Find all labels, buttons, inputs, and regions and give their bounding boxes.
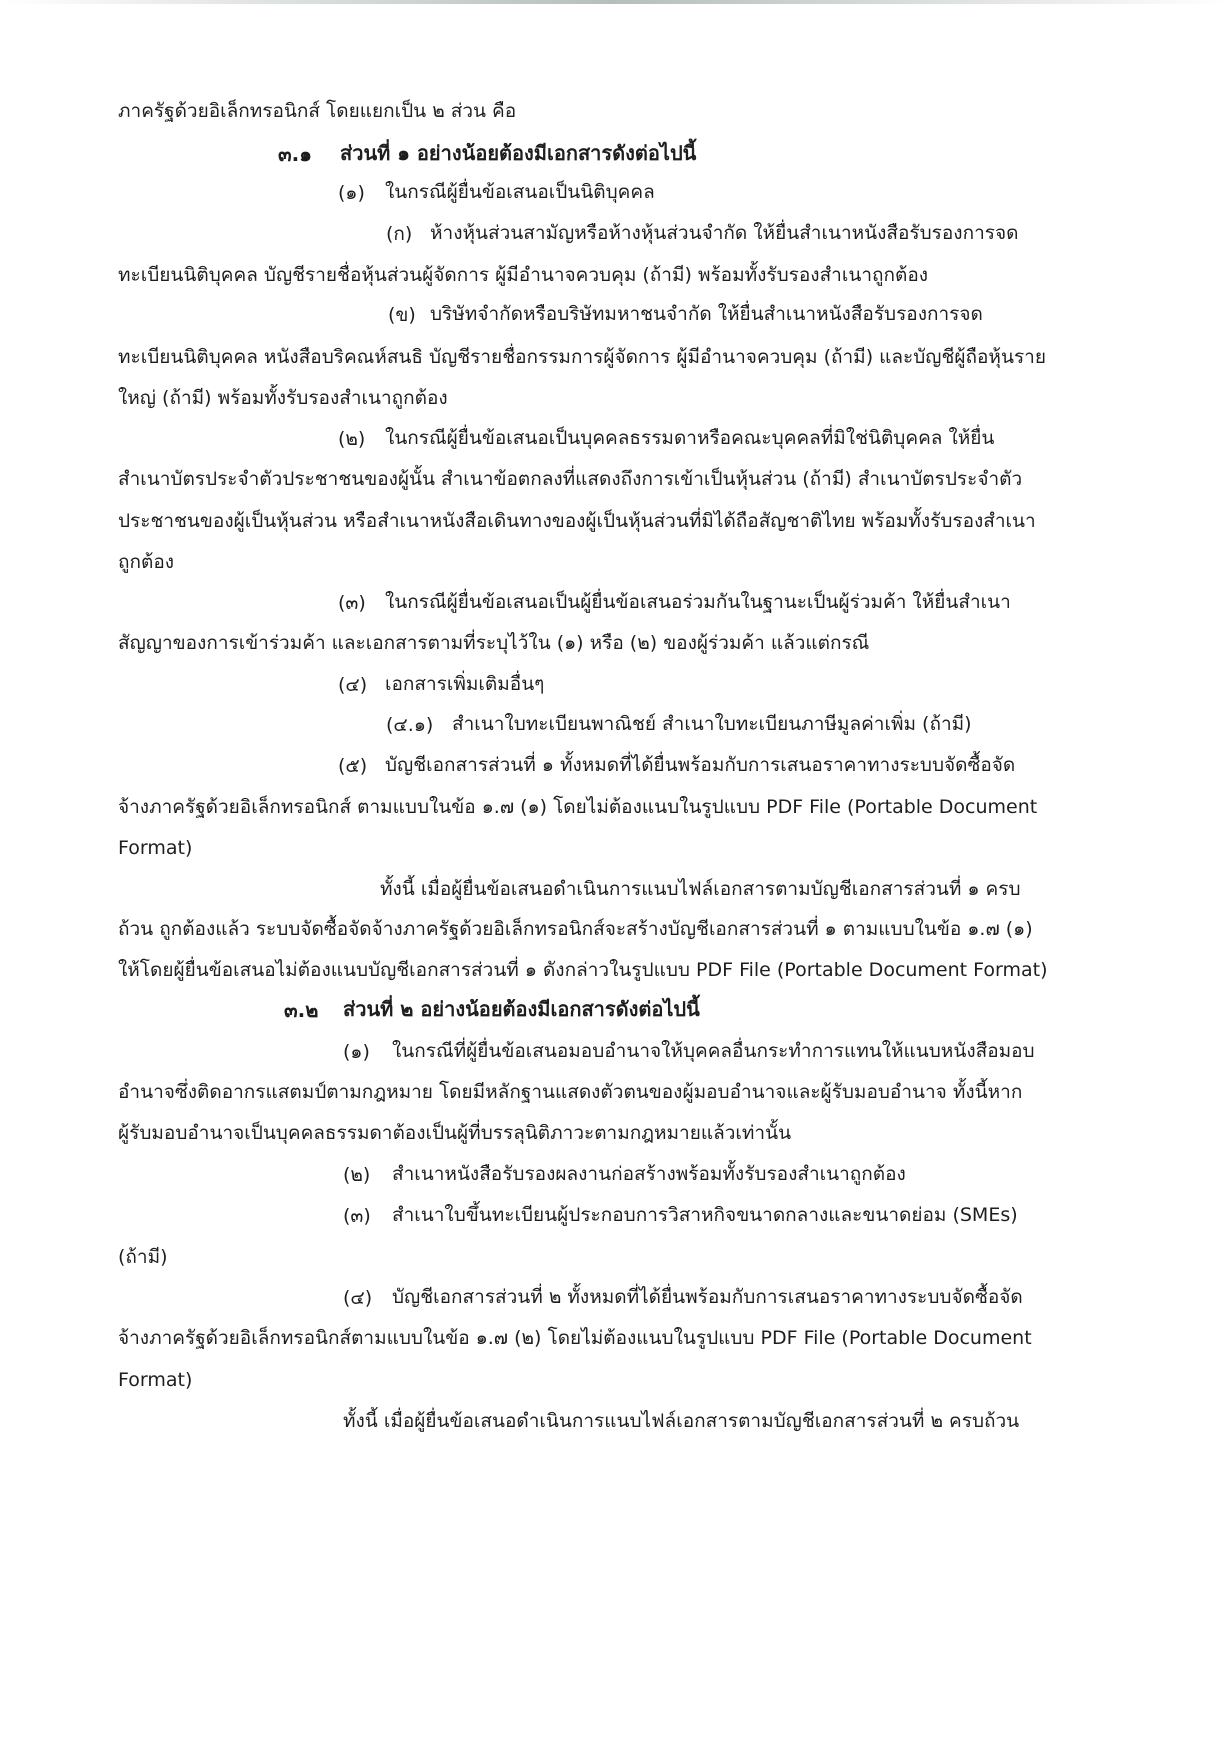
text-line: ถ้วน ถูกต้องแล้ว ระบบจัดซื้อจัดจ้างภาครัฐด้วยอิเล็กทรอนิกส์จะสร้างบัญชีเอกสารส่วนที่ ๑ ตามแบบในข้อ ๑.๗ (๑) bbox=[118, 918, 1033, 940]
text-line: สำเนาใบขึ้นทะเบียนผู้ประกอบการวิสาหกิจขนาดกลางและขนาดย่อม (SMEs) bbox=[392, 1204, 1018, 1226]
text-line: สำเนาใบทะเบียนพาณิชย์ สำเนาใบทะเบียนภาษีมูลค่าเพิ่ม (ถ้ามี) bbox=[452, 713, 972, 735]
item-number: (๕) bbox=[338, 755, 368, 777]
section-number: ๓.๒ bbox=[284, 998, 319, 1022]
item-number: (๒) bbox=[343, 1164, 371, 1186]
text-line: ให้โดยผู้ยื่นข้อเสนอไม่ต้องแนบบัญชีเอกสารส่วนที่ ๑ ดังกล่าวในรูปแบบ PDF File (Portable Document Format) bbox=[118, 959, 1048, 981]
text-line: สำเนาบัตรประจำตัวประชาชนของผู้นั้น สำเนาข้อตกลงที่แสดงถึงการเข้าเป็นหุ้นส่วน (ถ้ามี) สำเนาบัตรประจำตัว bbox=[118, 468, 1023, 490]
text-line: ทั้งนี้ เมื่อผู้ยื่นข้อเสนอดำเนินการแนบไฟล์เอกสารตามบัญชีเอกสารส่วนที่ ๒ ครบถ้วน bbox=[343, 1410, 1020, 1432]
text-line: ในกรณีที่ผู้ยื่นข้อเสนอมอบอำนาจให้บุคคลอื่นกระทำการแทนให้แนบหนังสือมอบ bbox=[392, 1040, 1035, 1062]
item-number: (ข) bbox=[388, 304, 416, 326]
section-number: ๓.๑ bbox=[278, 142, 312, 166]
text-line: จ้างภาครัฐด้วยอิเล็กทรอนิกส์ตามแบบในข้อ ๑.๗ (๒) โดยไม่ต้องแนบในรูปแบบ PDF File (Portable Document bbox=[118, 1327, 1032, 1349]
text-line: ใหญ่ (ถ้ามี) พร้อมทั้งรับรองสำเนาถูกต้อง bbox=[118, 387, 448, 409]
text-line: ในกรณีผู้ยื่นข้อเสนอเป็นนิติบุคคล bbox=[385, 181, 655, 203]
section-heading: ส่วนที่ ๒ อย่างน้อยต้องมีเอกสารดังต่อไปนี้ bbox=[343, 997, 700, 1021]
item-number: (๑) bbox=[338, 182, 365, 204]
item-number: (๓) bbox=[343, 1205, 371, 1227]
text-line: ในกรณีผู้ยื่นข้อเสนอเป็นบุคคลธรรมดาหรือคณะบุคคลที่มิใช่นิติบุคคล ให้ยื่น bbox=[385, 427, 995, 449]
text-line: ภาครัฐด้วยอิเล็กทรอนิกส์ โดยแยกเป็น ๒ ส่วน คือ bbox=[118, 100, 517, 122]
item-number: (๓) bbox=[338, 592, 366, 614]
text-line: บัญชีเอกสารส่วนที่ ๒ ทั้งหมดที่ได้ยื่นพร้อมกับการเสนอราคาทางระบบจัดซื้อจัด bbox=[392, 1286, 1023, 1308]
text-line: ห้างหุ้นส่วนสามัญหรือห้างหุ้นส่วนจำกัด ให้ยื่นสำเนาหนังสือรับรองการจด bbox=[430, 222, 1019, 244]
item-number: (๔) bbox=[343, 1287, 373, 1309]
text-line: Format) bbox=[118, 1369, 193, 1391]
text-line: เอกสารเพิ่มเติมอื่นๆ bbox=[385, 673, 545, 695]
text-line: ในกรณีผู้ยื่นข้อเสนอเป็นผู้ยื่นข้อเสนอร่วมกันในฐานะเป็นผู้ร่วมค้า ให้ยื่นสำเนา bbox=[385, 591, 1011, 613]
text-line: สำเนาหนังสือรับรองผลงานก่อสร้างพร้อมทั้งรับรองสำเนาถูกต้อง bbox=[392, 1163, 906, 1185]
text-line: บริษัทจำกัดหรือบริษัทมหาชนจำกัด ให้ยื่นสำเนาหนังสือรับรองการจด bbox=[430, 303, 983, 325]
text-line: บัญชีเอกสารส่วนที่ ๑ ทั้งหมดที่ได้ยื่นพร้อมกับการเสนอราคาทางระบบจัดซื้อจัด bbox=[385, 754, 1016, 776]
section-heading: ส่วนที่ ๑ อย่างน้อยต้องมีเอกสารดังต่อไปนี้ bbox=[340, 141, 697, 165]
text-line: ทะเบียนนิติบุคคล บัญชีรายชื่อหุ้นส่วนผู้จัดการ ผู้มีอำนาจควบคุม (ถ้ามี) พร้อมทั้งรับรองสำเนาถูกต้อง bbox=[118, 264, 929, 286]
text-line: จ้างภาครัฐด้วยอิเล็กทรอนิกส์ ตามแบบในข้อ ๑.๗ (๑) โดยไม่ต้องแนบในรูปแบบ PDF File (Portable Document bbox=[118, 796, 1038, 818]
text-line: ถูกต้อง bbox=[118, 551, 175, 573]
text-line: Format) bbox=[118, 837, 193, 859]
text-line: สัญญาของการเข้าร่วมค้า และเอกสารตามที่ระบุไว้ใน (๑) หรือ (๒) ของผู้ร่วมค้า แล้วแต่กรณี bbox=[118, 632, 870, 654]
item-number: (๑) bbox=[343, 1041, 370, 1063]
text-line: อำนาจซึ่งติดอากรแสตมป์ตามกฎหมาย โดยมีหลักฐานแสดงตัวตนของผู้มอบอำนาจและผู้รับมอบอำนาจ ทั้งนี้หาก bbox=[118, 1081, 1023, 1103]
text-line: ประชาชนของผู้เป็นหุ้นส่วน หรือสำเนาหนังสือเดินทางของผู้เป็นหุ้นส่วนที่มิได้ถือสัญชาติไทย พร้อมทั้งรับรองสำเนา bbox=[118, 510, 1036, 532]
item-number: (ก) bbox=[386, 223, 413, 245]
item-number: (๔.๑) bbox=[386, 714, 434, 736]
text-line: ทั้งนี้ เมื่อผู้ยื่นข้อเสนอดำเนินการแนบไฟล์เอกสารตามบัญชีเอกสารส่วนที่ ๑ ครบ bbox=[380, 878, 1021, 900]
item-number: (๔) bbox=[338, 674, 368, 696]
item-number: (๒) bbox=[338, 428, 366, 450]
text-line: (ถ้ามี) bbox=[118, 1246, 168, 1268]
text-line: ทะเบียนนิติบุคคล หนังสือบริคณห์สนธิ บัญชีรายชื่อกรรมการผู้จัดการ ผู้มีอำนาจควบคุม (ถ้ามี) และบัญชีผู้ถือหุ้นราย bbox=[118, 346, 1046, 368]
text-line: ผู้รับมอบอำนาจเป็นบุคคลธรรมดาต้องเป็นผู้ที่บรรลุนิติภาวะตามกฎหมายแล้วเท่านั้น bbox=[118, 1122, 792, 1144]
